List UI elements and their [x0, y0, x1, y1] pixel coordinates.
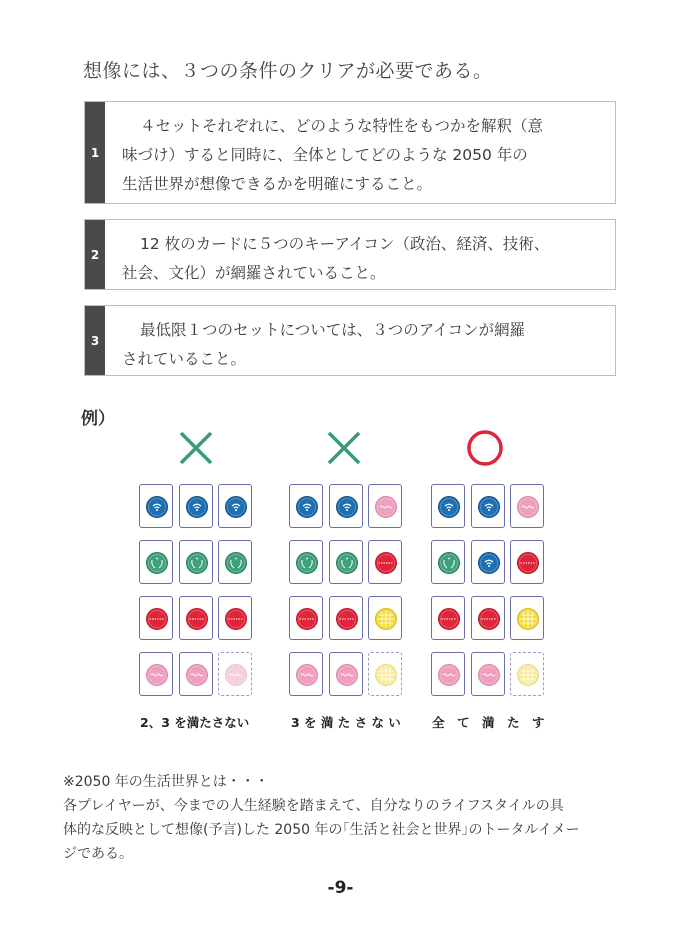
- footnote: [63, 770, 623, 866]
- condition-number: 2: [85, 220, 105, 289]
- card-green-icon: [431, 540, 465, 584]
- condition-line: 社会、文化）が網羅されていること。: [122, 264, 386, 282]
- card-yellow-icon: [368, 652, 402, 696]
- card-blue-icon: [471, 484, 505, 528]
- condition-box-1: [84, 101, 616, 204]
- intro-text: 想像には、３つの条件のクリアが必要である。: [83, 60, 493, 82]
- card-pink-icon: [289, 652, 323, 696]
- card-red-icon: [510, 540, 544, 584]
- card-yellow-icon: [368, 596, 402, 640]
- card-yellow-icon: [510, 596, 544, 640]
- card-pink-icon: [218, 652, 252, 696]
- card-red-icon: [289, 596, 323, 640]
- condition-text: [122, 102, 607, 207]
- card-pink-icon: [471, 652, 505, 696]
- example-caption: 2、3 を満たさない: [140, 715, 250, 730]
- card-red-icon: [179, 596, 213, 640]
- footnote-title: ※2050 年の生活世界とは・・・: [63, 774, 269, 790]
- card-pink-icon: [510, 484, 544, 528]
- card-blue-icon: [179, 484, 213, 528]
- card-red-icon: [139, 596, 173, 640]
- example-caption: 3 を 満 た さ な い: [291, 715, 401, 730]
- card-yellow-icon: [510, 652, 544, 696]
- footnote-line-1: 各プレイヤーが、今までの人生経験を踏まえて、自分なりのライフスタイルの具: [63, 798, 564, 814]
- card-red-icon: [471, 596, 505, 640]
- example-caption: 全 て 満 た す: [432, 715, 545, 730]
- condition-line: されていること。: [122, 350, 247, 368]
- condition-text: [122, 220, 607, 296]
- cross-mark-icon: [176, 428, 216, 468]
- card-green-icon: [329, 540, 363, 584]
- card-pink-icon: [139, 652, 173, 696]
- example-label: 例）: [81, 409, 115, 429]
- card-pink-icon: [368, 484, 402, 528]
- card-blue-icon: [431, 484, 465, 528]
- card-blue-icon: [329, 484, 363, 528]
- card-pink-icon: [431, 652, 465, 696]
- card-red-icon: [431, 596, 465, 640]
- card-green-icon: [139, 540, 173, 584]
- card-pink-icon: [179, 652, 213, 696]
- condition-number: 3: [85, 306, 105, 375]
- condition-text: [122, 306, 607, 382]
- card-red-icon: [218, 596, 252, 640]
- card-blue-icon: [139, 484, 173, 528]
- condition-box-3: [84, 305, 616, 376]
- card-green-icon: [179, 540, 213, 584]
- card-blue-icon: [218, 484, 252, 528]
- card-red-icon: [368, 540, 402, 584]
- footnote-line-2: 体的な反映として想像(予言)した 2050 年の｢生活と社会と世界｣のトータルイメー: [63, 822, 580, 838]
- circle-mark-icon: [465, 428, 505, 468]
- condition-number: 1: [85, 102, 105, 203]
- condition-line: 12 枚のカードに５つのキーアイコン（政治、経済、技術、: [140, 235, 550, 253]
- condition-line: 味づけ）すると同時に、全体としてどのような 2050 年の: [122, 146, 528, 164]
- cross-mark-icon: [324, 428, 364, 468]
- condition-line: ４セットそれぞれに、どのような特性をもつかを解釈（意: [140, 117, 544, 135]
- condition-line: 最低限１つのセットについては、３つのアイコンが網羅: [140, 321, 526, 339]
- card-red-icon: [329, 596, 363, 640]
- condition-line: 生活世界が想像できるかを明確にすること。: [122, 175, 433, 193]
- card-pink-icon: [329, 652, 363, 696]
- card-blue-icon: [471, 540, 505, 584]
- page-number: -9-: [327, 878, 354, 898]
- card-green-icon: [289, 540, 323, 584]
- card-blue-icon: [289, 484, 323, 528]
- footnote-line-3: ジである。: [63, 846, 133, 862]
- condition-box-2: [84, 219, 616, 290]
- card-green-icon: [218, 540, 252, 584]
